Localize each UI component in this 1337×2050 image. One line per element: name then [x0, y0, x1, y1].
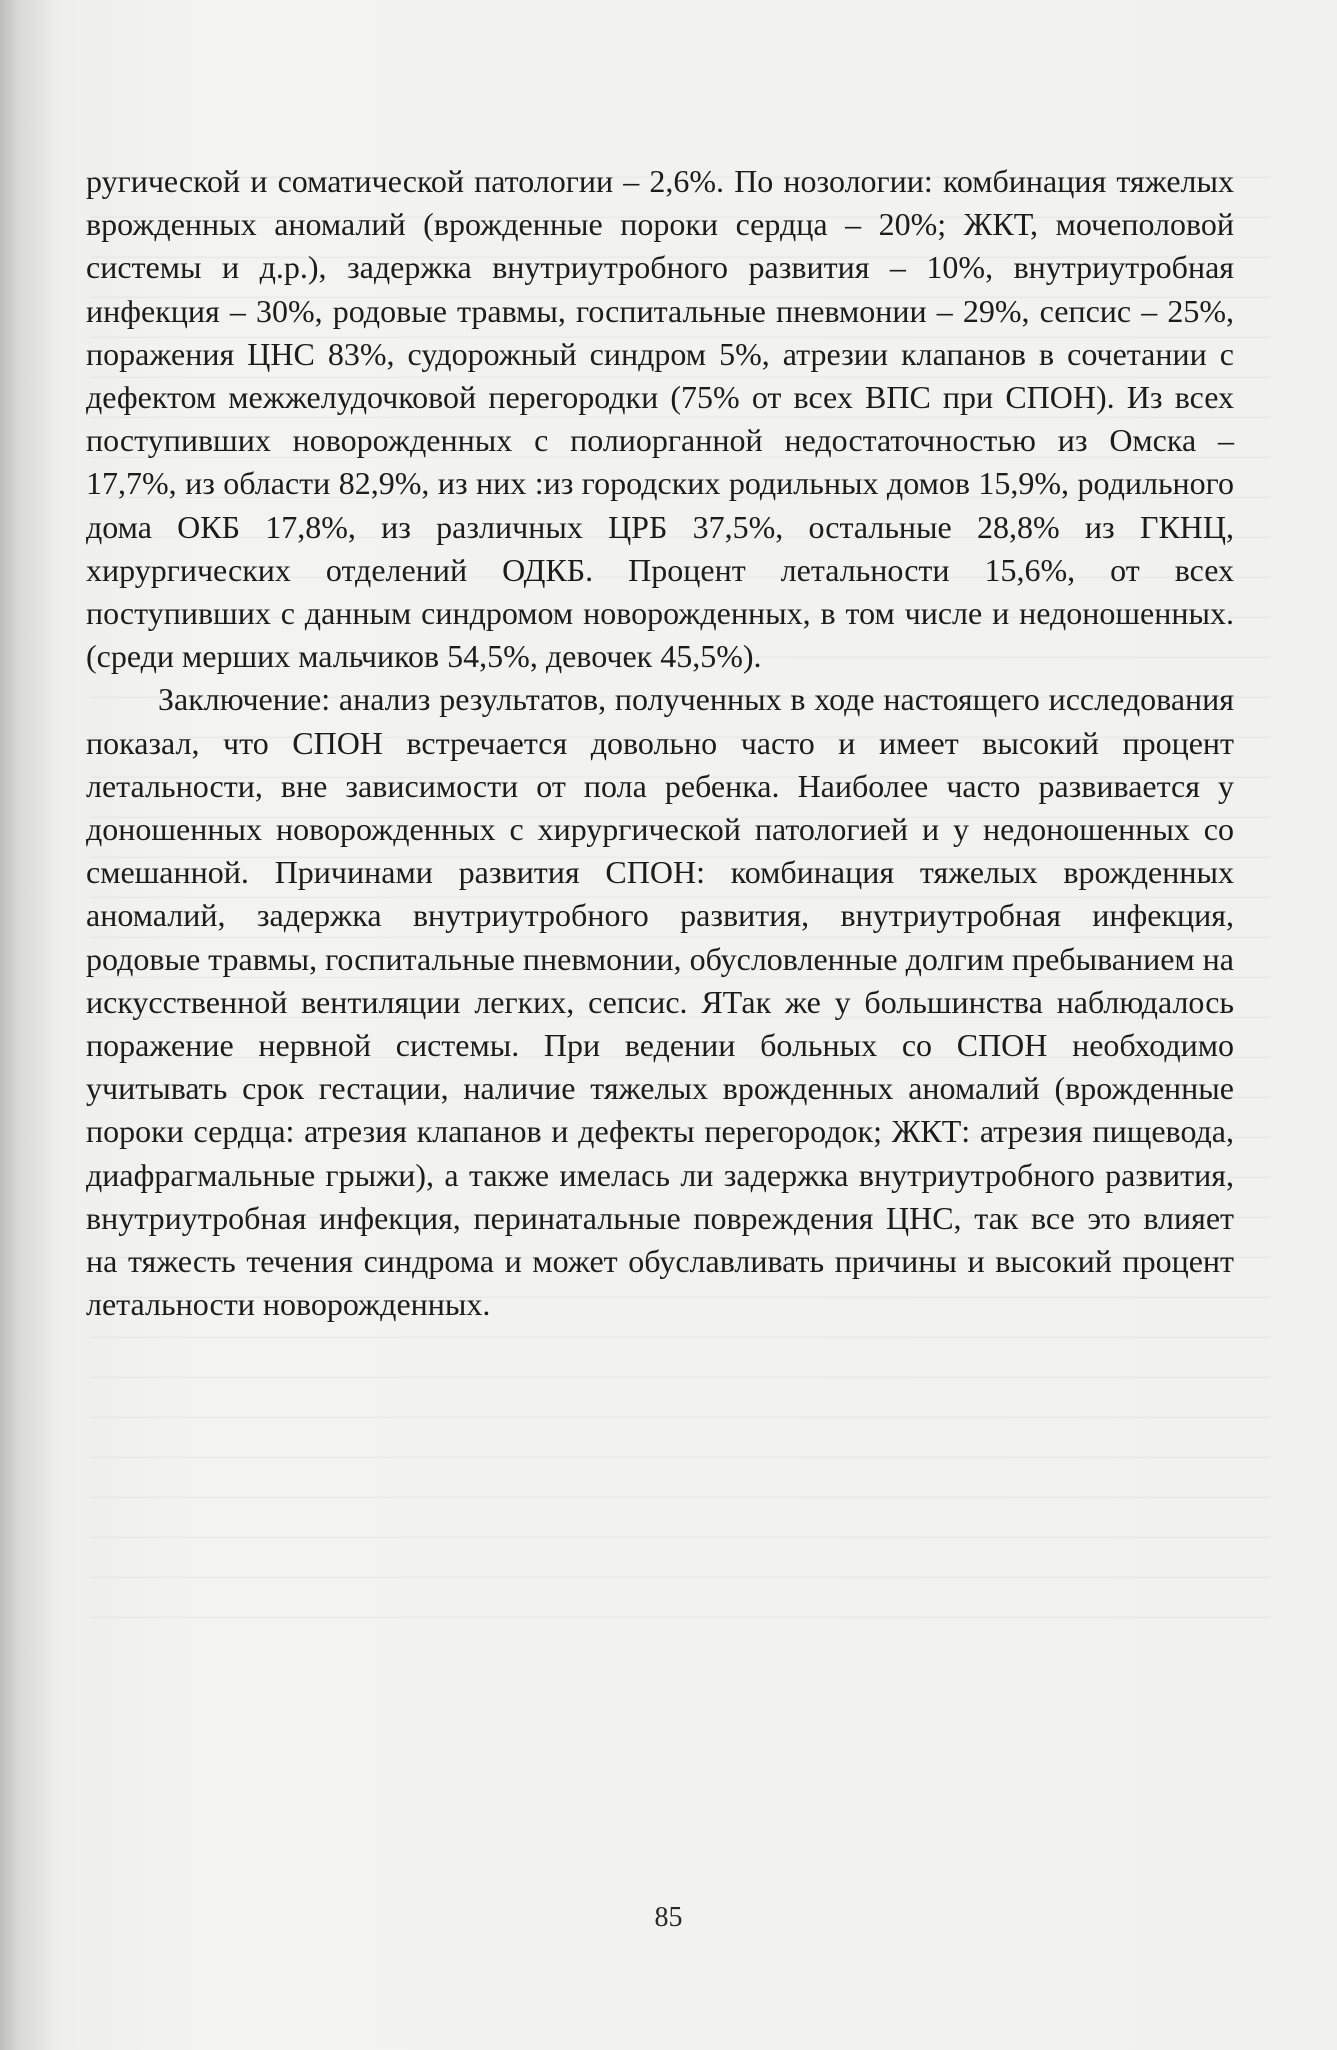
- paragraph-continued: ругической и соматической патологии – 2,6%. По нозологии: комбинация тяжелых врожденных аномалий (врожденные пороки сердца – 20%; ЖКТ, мочеполовой системы и д.р.), задержка внутриутробного развития – 10%, внутриутробная инфекция – 30%, родовые травмы, госпитальные пневмонии – 29%, сепсис – 25%, поражения ЦНС 83%, судорожный синдром 5%, атрезии клапанов в сочетании с дефектом межжелудочковой перегородки (75% от всех ВПС при СПОН). Из всех поступивших новорожденных с полиорганной недостаточностью из Омска – 17,7%, из области 82,9%, из них :из городских родильных домов 15,9%, родильного дома ОКБ 17,8%, из различных ЦРБ 37,5%, остальные 28,8% из ГКНЦ, хирургических отделений ОДКБ. Процент летальности 15,6%, от всех поступивших с данным синдромом новорожденных, в том числе и недоношенных. (среди мерших мальчиков 54,5%, девочек 45,5%).: [86, 163, 1234, 675]
- paragraph-conclusion: Заключение: анализ результатов, полученных в ходе настоящего исследования показал, что СПОН встречается довольно часто и имеет высокий процент летальности, вне зависимости от пола ребенка. Наиболее часто развивается у доношенных новорожденных с хирургической патологией и у недоношенных со смешанной. Причинами развития СПОН: комбинация тяжелых врожденных аномалий, задержка внутриутробного развития, внутриутробная инфекция, родовые травмы, госпитальные пневмонии, обусловленные долгим пребыванием на искусственной вентиляции легких, сепсис. ЯТак же у большинства наблюдалось поражение нервной системы. При ведении больных со СПОН необходимо учитывать срок гестации, наличие тяжелых врожденных аномалий (врожденные пороки сердца: атрезия клапанов и дефекты перегородок; ЖКТ: атрезия пищевода, диафрагмальные грыжи), а также имелась ли задержка внутриутробного развития, внутриутробная инфекция, перинатальные повреждения ЦНС, так все это влияет на тяжесть течения синдрома и может обуславливать причины и высокий процент летальности новорожденных.: [86, 681, 1234, 1323]
- page-body: [86, 160, 1234, 1326]
- page-number: 85: [654, 1902, 683, 1933]
